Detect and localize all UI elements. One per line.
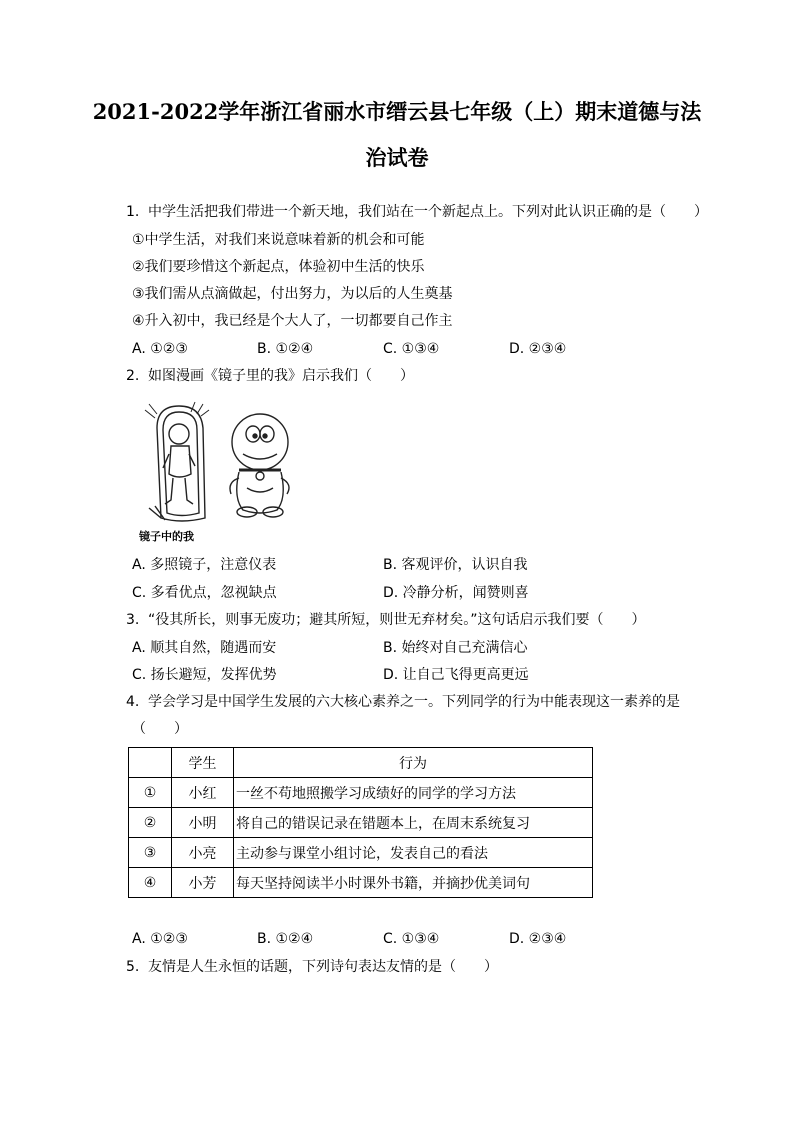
q1-stem-text: 中学生活把我们带进一个新天地，我们站在一个新起点上。下列对此认识正确的是（ ） [148,204,708,220]
table-cell: 小红 [172,778,234,808]
table-header-row [129,748,593,778]
q4-stem [126,692,680,712]
table-cell: 每天坚持阅读半小时课外书籍，并摘抄优美词句 [234,868,593,898]
q2-number: 2. [126,368,140,384]
table-row [129,838,593,868]
table-header-cell [129,748,172,778]
q1-item: ④升入初中，我已经是个大人了，一切都要自己作主 [132,313,453,329]
mirror-cartoon-illustration [135,398,305,546]
q2-option-a: A. 多照镜子，注意仪表 [132,557,277,573]
q1-item: ①中学生活，对我们来说意味着新的机会和可能 [132,232,425,248]
table-cell: 一丝不苟地照搬学习成绩好的同学的学习方法 [234,778,593,808]
q4-table [128,747,593,898]
table-cell: ③ [129,838,172,868]
q3-option-b: B. 始终对自己充满信心 [383,640,528,656]
q1-option-b: B. ①②④ [257,341,314,357]
q4-number: 4. [126,694,140,710]
table-cell: 小亮 [172,838,234,868]
table-row [129,808,593,838]
q2-option-d: D. 冷静分析，闻赞则喜 [383,585,529,601]
q5-stem-text: 友情是人生永恒的话题，下列诗句表达友情的是（ ） [148,959,498,975]
table-header-cell: 行为 [234,748,593,778]
q3-option-c: C. 扬长避短，发挥优势 [132,667,277,683]
table-cell: 小芳 [172,868,234,898]
q1-stem [126,202,708,222]
table-row [129,778,593,808]
q1-item: ③我们需从点滴做起，付出努力，为以后的人生奠基 [132,286,453,302]
table-cell: ② [129,808,172,838]
figure-caption: 镜子中的我 [139,530,194,543]
q4-stem-continued: （ ） [132,721,188,737]
q4-stem-text: 学会学习是中国学生发展的六大核心素养之一。下列同学的行为中能表现这一素养的是 [148,694,680,710]
table-header-cell: 学生 [172,748,234,778]
q4-option-c: C. ①③④ [383,931,440,947]
q2-stem [126,366,414,386]
table-row [129,868,593,898]
q3-stem [126,610,646,630]
table-cell: 将自己的错误记录在错题本上，在周末系统复习 [234,808,593,838]
q1-number: 1. [126,204,140,220]
q5-number: 5. [126,959,140,975]
q2-option-b: B. 客观评价，认识自我 [383,557,528,573]
table-cell: 主动参与课堂小组讨论，发表自己的看法 [234,838,593,868]
q1-option-d: D. ②③④ [509,341,567,357]
q3-option-d: D. 让自己飞得更高更远 [383,667,529,683]
q4-option-b: B. ①②④ [257,931,314,947]
q3-option-a: A. 顺其自然，随遇而安 [132,640,277,656]
exam-title-line1: 2021-2022学年浙江省丽水市缙云县七年级（上）期末道德与法 [92,99,702,124]
q5-stem [126,957,498,977]
q3-number: 3. [126,612,140,628]
q3-stem-text: “役其所长，则事无废功；避其所短，则世无弃材矣。”这句话启示我们要（ ） [148,612,646,628]
q1-option-c: C. ①③④ [383,341,440,357]
q4-option-a: A. ①②③ [132,931,188,947]
q2-option-c: C. 多看优点，忽视缺点 [132,585,277,601]
table-cell: ① [129,778,172,808]
q1-item: ②我们要珍惜这个新起点，体验初中生活的快乐 [132,259,425,275]
q4-option-d: D. ②③④ [509,931,567,947]
table-cell: 小明 [172,808,234,838]
q1-option-a: A. ①②③ [132,341,188,357]
mirror-cartoon-figure [135,398,305,546]
q2-stem-text: 如图漫画《镜子里的我》启示我们（ ） [148,368,414,384]
exam-title-line2: 治试卷 [365,145,429,170]
table-cell: ④ [129,868,172,898]
